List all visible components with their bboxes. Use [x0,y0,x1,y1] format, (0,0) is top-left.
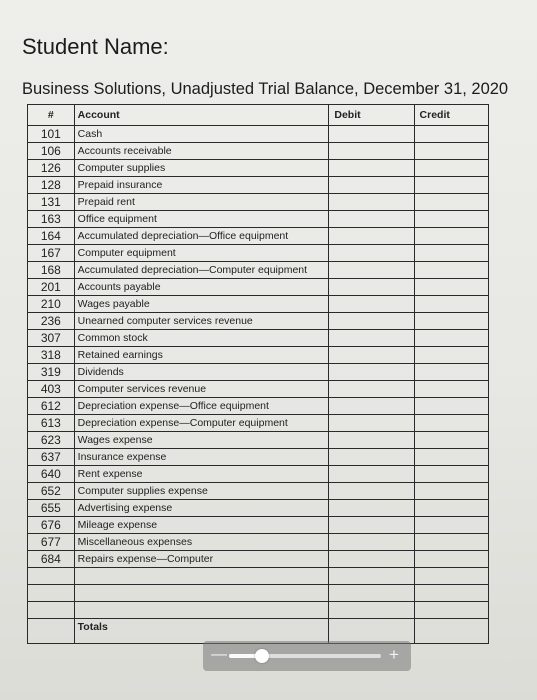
account-number: 677 [28,534,75,551]
table-row [28,228,489,245]
table-header-row [28,105,489,126]
credit-cell[interactable] [414,602,488,619]
debit-cell[interactable] [329,381,414,398]
table-body [28,126,489,644]
table-row [28,143,489,160]
credit-cell[interactable] [414,160,488,177]
debit-cell[interactable] [329,313,414,330]
table-row [28,517,489,534]
totals-number-cell [28,619,75,644]
account-number: 131 [28,194,75,211]
account-name: Accounts payable [74,279,329,296]
account-number [28,602,75,619]
debit-cell[interactable] [329,296,414,313]
account-name: Repairs expense—Computer [74,551,329,568]
account-number: 164 [28,228,75,245]
account-name [74,602,329,619]
account-name: Computer supplies expense [74,483,329,500]
credit-cell[interactable] [414,551,488,568]
account-number: 201 [28,279,75,296]
table-row [28,364,489,381]
credit-cell[interactable] [414,483,488,500]
account-name: Miscellaneous expenses [74,534,329,551]
debit-cell[interactable] [329,279,414,296]
credit-cell[interactable] [414,143,488,160]
table-row [28,398,489,415]
debit-cell[interactable] [329,330,414,347]
debit-cell[interactable] [329,551,414,568]
table-row [28,194,489,211]
account-number: 210 [28,296,75,313]
account-number: 106 [28,143,75,160]
account-name: Retained earnings [74,347,329,364]
account-name: Office equipment [74,211,329,228]
account-number: 403 [28,381,75,398]
table-row [28,330,489,347]
credit-cell[interactable] [414,330,488,347]
account-name: Mileage expense [74,517,329,534]
credit-cell[interactable] [414,228,488,245]
account-number: 640 [28,466,75,483]
account-name: Wages payable [74,296,329,313]
debit-cell[interactable] [329,534,414,551]
account-name: Depreciation expense—Computer equipment [74,415,329,432]
debit-cell[interactable] [329,211,414,228]
account-number: 676 [28,517,75,534]
account-name: Computer supplies [74,160,329,177]
table-row [28,262,489,279]
table-row [28,432,489,449]
document-title: Business Solutions, Unadjusted Trial Balance, December 31, 2020 [22,80,509,98]
column-header-debit: Debit [329,105,414,126]
account-name: Insurance expense [74,449,329,466]
debit-cell[interactable] [329,466,414,483]
blank-row [28,568,489,585]
credit-cell[interactable] [414,466,488,483]
credit-cell[interactable] [414,194,488,211]
debit-cell[interactable] [329,347,414,364]
debit-cell[interactable] [329,500,414,517]
table-row [28,177,489,194]
account-number [28,585,75,602]
account-number: 128 [28,177,75,194]
credit-cell[interactable] [414,432,488,449]
account-name: Dividends [74,364,329,381]
account-name: Unearned computer services revenue [74,313,329,330]
credit-cell[interactable] [414,449,488,466]
debit-cell[interactable] [329,194,414,211]
debit-cell[interactable] [329,517,414,534]
column-header-credit: Credit [414,105,488,126]
debit-cell[interactable] [329,228,414,245]
account-number: 613 [28,415,75,432]
debit-cell[interactable] [329,398,414,415]
credit-cell[interactable] [414,296,488,313]
account-name: Computer services revenue [74,381,329,398]
credit-cell[interactable] [414,415,488,432]
debit-cell[interactable] [329,262,414,279]
credit-cell[interactable] [414,398,488,415]
credit-cell[interactable] [414,211,488,228]
account-name: Prepaid rent [74,194,329,211]
table-row [28,211,489,228]
credit-cell[interactable] [414,177,488,194]
account-number: 319 [28,364,75,381]
debit-cell[interactable] [329,483,414,500]
table-row [28,347,489,364]
totals-row [28,619,489,644]
table-row [28,160,489,177]
credit-cell[interactable] [414,313,488,330]
table-row [28,245,489,262]
debit-cell[interactable] [329,585,414,602]
credit-cell[interactable] [414,279,488,296]
debit-cell[interactable] [329,415,414,432]
account-name: Accumulated depreciation—Office equipment [74,228,329,245]
account-name: Common stock [74,330,329,347]
table-row [28,381,489,398]
account-number: 652 [28,483,75,500]
zoom-slider-handle[interactable] [255,649,269,663]
credit-cell[interactable] [414,126,488,143]
account-name: Advertising expense [74,500,329,517]
zoom-control[interactable] [203,641,411,671]
minus-icon[interactable]: — [211,646,227,663]
zoom-slider-track[interactable] [229,654,381,658]
plus-icon[interactable]: + [389,645,399,664]
table-row [28,534,489,551]
debit-cell[interactable] [329,177,414,194]
debit-total-cell[interactable] [329,619,414,644]
account-number: 101 [28,126,75,143]
table-row [28,551,489,568]
account-name [74,585,329,602]
totals-label: Totals [74,619,329,644]
account-name [74,568,329,585]
account-number: 163 [28,211,75,228]
debit-cell[interactable] [329,143,414,160]
debit-cell[interactable] [329,126,414,143]
account-name: Computer equipment [74,245,329,262]
account-number: 167 [28,245,75,262]
account-number: 168 [28,262,75,279]
student-name-label: Student Name: [22,34,169,59]
debit-cell[interactable] [329,449,414,466]
account-name: Wages expense [74,432,329,449]
credit-cell[interactable] [414,364,488,381]
account-name: Prepaid insurance [74,177,329,194]
credit-cell[interactable] [414,534,488,551]
debit-cell[interactable] [329,602,414,619]
credit-cell[interactable] [414,381,488,398]
credit-cell[interactable] [414,347,488,364]
table-row [28,313,489,330]
account-number: 612 [28,398,75,415]
account-name: Cash [74,126,329,143]
trial-balance-table [27,104,489,644]
credit-cell[interactable] [414,262,488,279]
account-number: 655 [28,500,75,517]
debit-cell[interactable] [329,432,414,449]
account-number [28,568,75,585]
account-name: Accounts receivable [74,143,329,160]
blank-row [28,602,489,619]
account-number: 684 [28,551,75,568]
table-row [28,483,489,500]
account-number: 307 [28,330,75,347]
account-number: 236 [28,313,75,330]
column-header-number: # [28,105,75,126]
account-number: 623 [28,432,75,449]
blank-row [28,585,489,602]
table-row [28,466,489,483]
credit-total-cell[interactable] [414,619,488,644]
account-name: Rent expense [74,466,329,483]
credit-cell[interactable] [414,585,488,602]
table-row [28,126,489,143]
credit-cell[interactable] [414,568,488,585]
table-row [28,449,489,466]
debit-cell[interactable] [329,160,414,177]
credit-cell[interactable] [414,517,488,534]
table-row [28,279,489,296]
debit-cell[interactable] [329,568,414,585]
account-number: 318 [28,347,75,364]
credit-cell[interactable] [414,500,488,517]
account-number: 126 [28,160,75,177]
account-name: Depreciation expense—Office equipment [74,398,329,415]
account-name: Accumulated depreciation—Computer equipment [74,262,329,279]
debit-cell[interactable] [329,364,414,381]
table-row [28,296,489,313]
table-row [28,500,489,517]
account-number: 637 [28,449,75,466]
column-header-account: Account [74,105,329,126]
credit-cell[interactable] [414,245,488,262]
table-row [28,415,489,432]
debit-cell[interactable] [329,245,414,262]
